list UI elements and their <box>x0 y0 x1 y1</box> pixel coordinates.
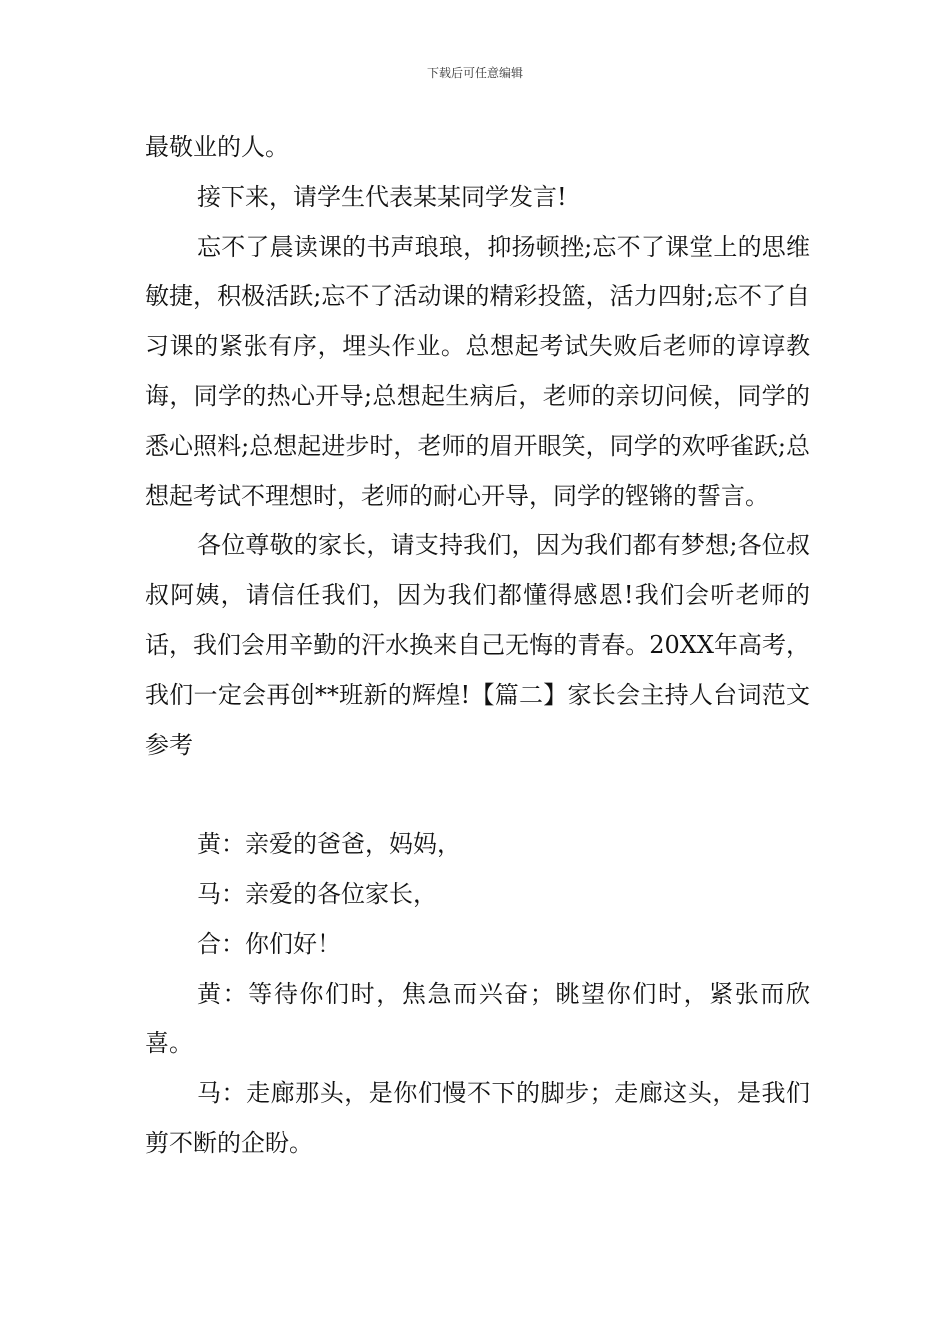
blank-line <box>145 770 810 820</box>
dialogue-line: 黄：亲爱的爸爸，妈妈， <box>197 830 461 859</box>
paragraph: 最敬业的人。 <box>145 133 289 161</box>
dialogue-line: 马：亲爱的各位家长， <box>197 879 437 908</box>
paragraph: 接下来，请学生代表某某同学发言! <box>197 182 567 211</box>
dialogue-line: 马：走廊那头，是你们慢不下的脚步；走廊这头，是我们剪不断的企盼。 <box>145 1079 810 1157</box>
page-header: 下载后可任意编辑 <box>426 66 523 80</box>
document-body <box>145 123 810 1169</box>
paragraph: 各位尊敬的家长，请支持我们，因为我们都有梦想;各位叔叔阿姨，请信任我们，因为我们都懂得感恩!我们会听老师的话，我们会用辛勤的汗水换来自己无悔的青春。20XX年高考，我们一定会再创**班新的辉煌!【篇二】家长会主持人台词范文参考 <box>145 531 810 759</box>
dialogue-line: 黄：等待你们时，焦急而兴奋；眺望你们时，紧张而欣喜。 <box>145 979 810 1058</box>
dialogue-line: 合：你们好！ <box>197 929 341 958</box>
paragraph: 忘不了晨读课的书声琅琅，抑扬顿挫;忘不了课堂上的思维敏捷，积极活跃;忘不了活动课的精彩投篮，活力四射;忘不了自习课的紧张有序，埋头作业。总想起考试失败后老师的谆谆教诲，同学的热心开导;总想起生病后，老师的亲切问候，同学的悉心照料;总想起进步时，老师的眉开眼笑，同学的欢呼雀跃;总想起考试不理想时，老师的耐心开导，同学的铿锵的誓言。 <box>145 232 810 510</box>
